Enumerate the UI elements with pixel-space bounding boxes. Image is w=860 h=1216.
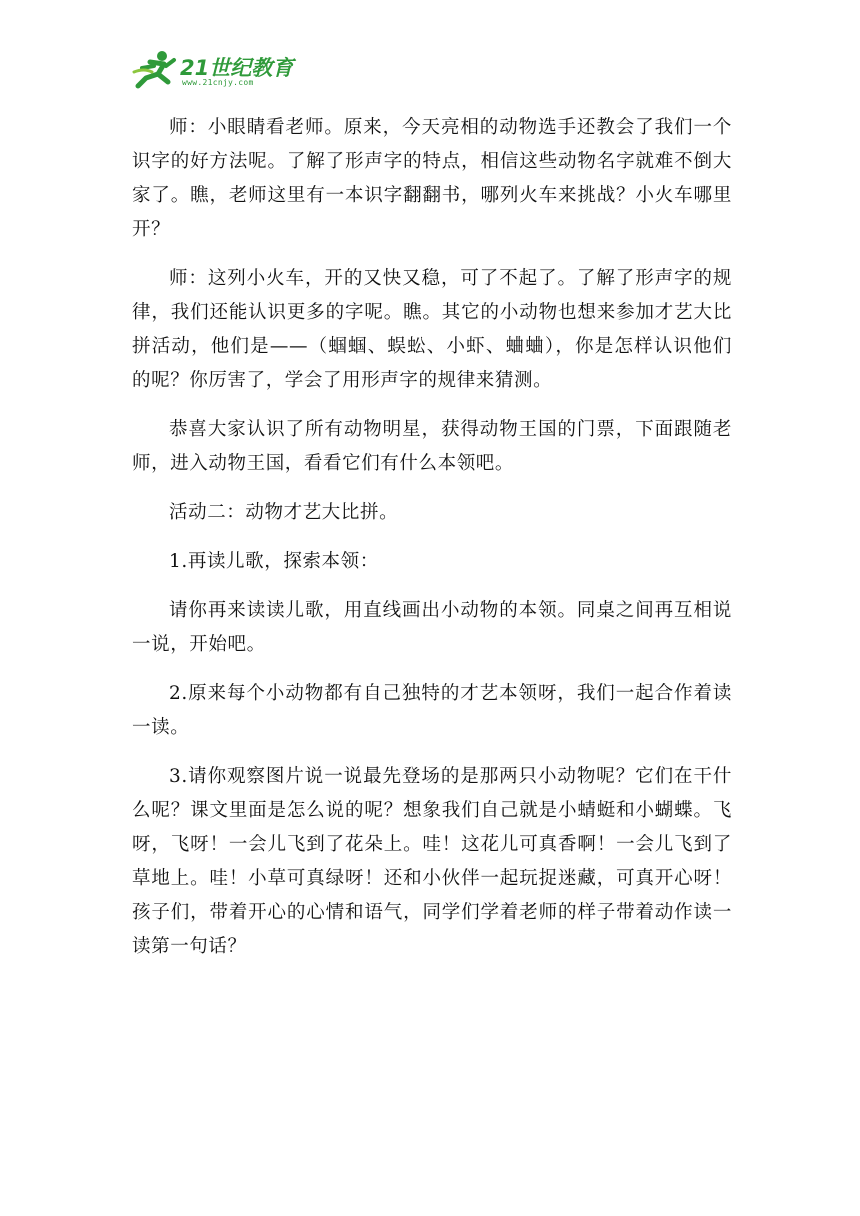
running-figure-icon	[132, 48, 178, 90]
document-body	[132, 111, 732, 979]
site-logo	[132, 48, 302, 94]
paragraph-7: 2.原来每个小动物都有自己独特的才艺本领呀，我们一起合作着读一读。	[132, 683, 732, 738]
paragraph-8: 3.请你观察图片说一说最先登场的是那两只小动物呢？它们在干什么呢？课文里面是怎么说的呢？想象我们自己就是小蜻蜓和小蝴蝶。飞呀，飞呀！一会儿飞到了花朵上。哇！这花儿可真香啊！一会儿飞到了草地上。哇！小草可真绿呀！还和小伙伴一起玩捉迷藏，可真开心呀！孩子们，带着开心的心情和语气，同学们学着老师的样子带着动作读一读第一句话？	[132, 766, 732, 957]
logo-text: 21世纪教育	[180, 56, 294, 80]
paragraph-6: 请你再来读读儿歌，用直线画出小动物的本领。同桌之间再互相说一说，开始吧。	[132, 600, 732, 655]
paragraph-2: 师：这列小火车，开的又快又稳，可了不起了。了解了形声字的规律，我们还能认识更多的字呢。瞧。其它的小动物也想来参加才艺大比拼活动，他们是——（蝈蝈、蜈蚣、小虾、蛐蛐），你是怎样认识他们的呢？你厉害了，学会了用形声字的规律来猜测。	[132, 268, 732, 391]
paragraph-5: 1.再读儿歌，探索本领：	[169, 551, 379, 572]
paragraph-4: 活动二：动物才艺大比拼。	[169, 502, 399, 523]
paragraph-1: 师：小眼睛看老师。原来，今天亮相的动物选手还教会了我们一个识字的好方法呢。了解了形声字的特点，相信这些动物名字就难不倒大家了。瞧，老师这里有一本识字翻翻书，哪列火车来挑战？小火车哪里开？	[132, 117, 732, 240]
logo-url: www.21cnjy.com	[182, 78, 254, 87]
page-header	[132, 48, 732, 94]
paragraph-3: 恭喜大家认识了所有动物明星，获得动物王国的门票，下面跟随老师，进入动物王国，看看它们有什么本领吧。	[132, 419, 732, 474]
